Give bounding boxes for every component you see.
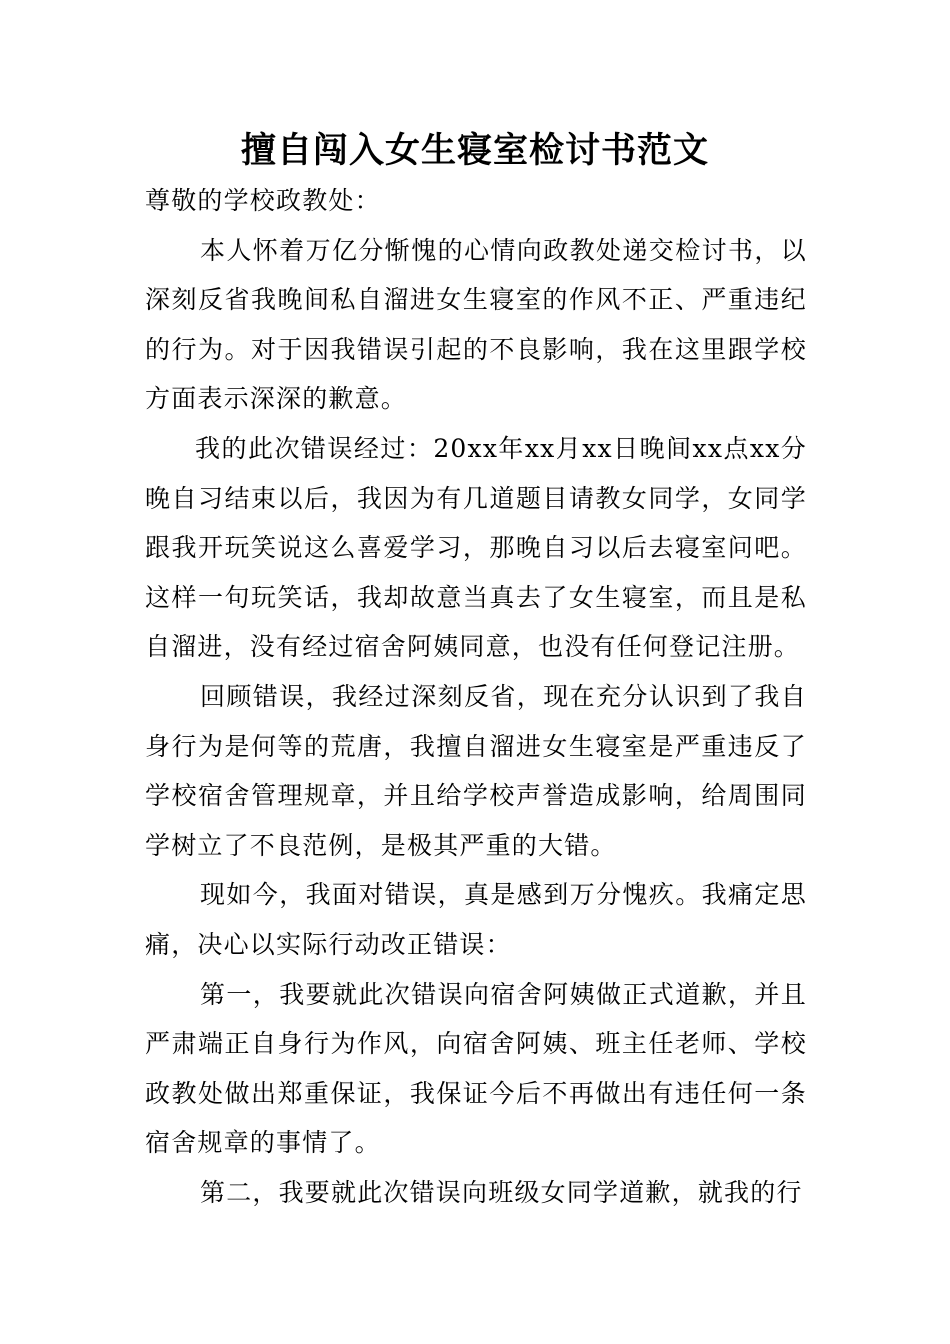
paragraph-first-action: 第一，我要就此次错误向宿舍阿姨做正式道歉，并且严肃端正自身行为作风，向宿舍阿姨、班主任老师、学校政教处做出郑重保证，我保证今后不再做出有违任何一条宿舍规章的事情了。 (145, 979, 807, 1158)
paragraph-second-action: 第二，我要就此次错误向班级女同学道歉，就我的行 (200, 1177, 803, 1207)
document-body (145, 176, 807, 1217)
paragraph-incident: 我的此次错误经过：20xx年xx月xx日晚间xx点xx分晚自习结束以后，我因为有几道题目请教女同学，女同学跟我开玩笑说这么喜爱学习，那晚自习以后去寝室问吧。这样一句玩笑话，我却故意当真去了女生寝室，而且是私自溜进，没有经过宿舍阿姨同意，也没有任何登记注册。 (145, 433, 807, 662)
salutation: 尊敬的学校政教处： (145, 186, 381, 215)
paragraph-resolve: 现如今，我面对错误，真是感到万分愧疚。我痛定思痛，决心以实际行动改正错误： (145, 880, 807, 959)
document-title: 擅自闯入女生寝室检讨书范文 (240, 131, 709, 171)
paragraph-intro: 本人怀着万亿分惭愧的心情向政教处递交检讨书，以深刻反省我晚间私自溜进女生寝室的作风不正、严重违纪的行为。对于因我错误引起的不良影响，我在这里跟学校方面表示深深的歉意。 (145, 235, 807, 414)
paragraph-reflection: 回顾错误，我经过深刻反省，现在充分认识到了我自身行为是何等的荒唐，我擅自溜进女生寝室是严重违反了学校宿舍管理规章，并且给学校声誉造成影响，给周围同学树立了不良范例，是极其严重的大错。 (145, 681, 807, 860)
